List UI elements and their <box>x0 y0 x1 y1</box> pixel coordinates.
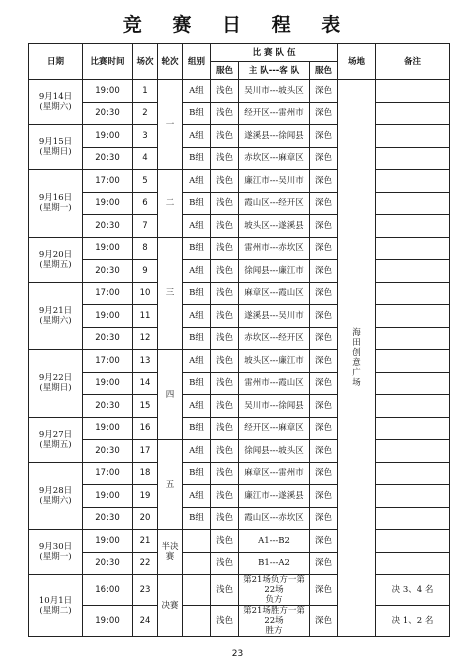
time-cell: 19:00 <box>83 80 133 103</box>
teams-cell: 麻章区---雷州市 <box>239 462 310 485</box>
remarks-cell <box>376 485 450 508</box>
remarks-cell <box>376 372 450 395</box>
home-color-cell: 浅色 <box>211 237 239 260</box>
remarks-cell <box>376 462 450 485</box>
group-cell <box>183 606 211 637</box>
header-away-color: 服色 <box>310 62 338 80</box>
match-cell: 21 <box>133 530 158 553</box>
group-cell: B组 <box>183 237 211 260</box>
remarks-cell <box>376 530 450 553</box>
group-cell: A组 <box>183 170 211 193</box>
home-color-cell: 浅色 <box>211 395 239 418</box>
away-color-cell: 深色 <box>310 372 338 395</box>
table-row <box>29 507 450 530</box>
table-row <box>29 530 450 553</box>
time-cell: 19:00 <box>83 372 133 395</box>
match-cell: 7 <box>133 215 158 238</box>
away-color-cell: 深色 <box>310 440 338 463</box>
remarks-cell <box>376 440 450 463</box>
header-teams: 比 赛 队 伍 <box>211 44 338 62</box>
group-cell: A组 <box>183 260 211 283</box>
header-remarks: 备注 <box>376 44 450 80</box>
round-cell: 半决 赛 <box>158 530 183 575</box>
teams-cell: 麻章区---霞山区 <box>239 282 310 305</box>
home-color-cell: 浅色 <box>211 485 239 508</box>
remarks-cell <box>376 147 450 170</box>
teams-cell: 赤坎区---麻章区 <box>239 147 310 170</box>
header-match: 场次 <box>133 44 158 80</box>
home-color-cell: 浅色 <box>211 282 239 305</box>
header-venue: 场地 <box>338 44 376 80</box>
time-cell: 17:00 <box>83 350 133 373</box>
teams-cell: 遂溪县---吴川市 <box>239 305 310 328</box>
home-color-cell: 浅色 <box>211 372 239 395</box>
away-color-cell: 深色 <box>310 327 338 350</box>
away-color-cell: 深色 <box>310 485 338 508</box>
home-color-cell: 浅色 <box>211 507 239 530</box>
remarks-cell <box>376 260 450 283</box>
home-color-cell: 浅色 <box>211 215 239 238</box>
match-cell: 1 <box>133 80 158 103</box>
away-color-cell: 深色 <box>310 462 338 485</box>
away-color-cell: 深色 <box>310 417 338 440</box>
table-row <box>29 327 450 350</box>
date-cell: 9月28日 (星期六) <box>29 462 83 530</box>
time-cell: 19:00 <box>83 192 133 215</box>
table-row <box>29 305 450 328</box>
match-cell: 4 <box>133 147 158 170</box>
away-color-cell: 深色 <box>310 260 338 283</box>
teams-cell: 遂溪县---徐闻县 <box>239 125 310 148</box>
group-cell: B组 <box>183 327 211 350</box>
time-cell: 17:00 <box>83 170 133 193</box>
teams-cell: 徐闻县---廉江市 <box>239 260 310 283</box>
table-row <box>29 417 450 440</box>
home-color-cell: 浅色 <box>211 327 239 350</box>
header-date: 日期 <box>29 44 83 80</box>
round-cell: 决赛 <box>158 575 183 637</box>
page-title: 竞 赛 日 程 表 <box>122 14 353 36</box>
group-cell: A组 <box>183 305 211 328</box>
teams-cell: 经开区---雷州市 <box>239 102 310 125</box>
home-color-cell: 浅色 <box>211 350 239 373</box>
teams-cell: 雷州市---霞山区 <box>239 372 310 395</box>
remarks-cell <box>376 80 450 103</box>
date-cell: 9月20日 (星期五) <box>29 237 83 282</box>
group-cell <box>183 552 211 575</box>
time-cell: 19:00 <box>83 606 133 637</box>
away-color-cell: 深色 <box>310 606 338 637</box>
table-row <box>29 575 450 606</box>
group-cell: B组 <box>183 102 211 125</box>
header-teams-sub: 主 队---客 队 <box>239 62 310 80</box>
match-cell: 24 <box>133 606 158 637</box>
header-home-color: 服色 <box>211 62 239 80</box>
teams-cell: A1---B2 <box>239 530 310 553</box>
table-row <box>29 606 450 637</box>
venue-cell: 海 田 创 意 广 场 <box>338 80 376 637</box>
date-cell: 9月14日 (星期六) <box>29 80 83 125</box>
round-cell: 四 <box>158 350 183 440</box>
home-color-cell: 浅色 <box>211 440 239 463</box>
away-color-cell: 深色 <box>310 575 338 606</box>
group-cell: A组 <box>183 125 211 148</box>
home-color-cell: 浅色 <box>211 170 239 193</box>
date-cell: 9月16日 (星期一) <box>29 170 83 238</box>
away-color-cell: 深色 <box>310 350 338 373</box>
group-cell: B组 <box>183 462 211 485</box>
remarks-cell <box>376 552 450 575</box>
teams-cell: 吴川市---徐闻县 <box>239 395 310 418</box>
table-row <box>29 125 450 148</box>
match-cell: 23 <box>133 575 158 606</box>
match-cell: 3 <box>133 125 158 148</box>
group-cell: B组 <box>183 282 211 305</box>
match-cell: 6 <box>133 192 158 215</box>
date-cell: 9月22日 (星期日) <box>29 350 83 418</box>
group-cell: A组 <box>183 350 211 373</box>
table-row <box>29 260 450 283</box>
table-row <box>29 552 450 575</box>
match-cell: 9 <box>133 260 158 283</box>
group-cell: B组 <box>183 417 211 440</box>
away-color-cell: 深色 <box>310 237 338 260</box>
match-cell: 10 <box>133 282 158 305</box>
group-cell: B组 <box>183 192 211 215</box>
table-row <box>29 192 450 215</box>
home-color-cell: 浅色 <box>211 606 239 637</box>
remarks-cell <box>376 507 450 530</box>
time-cell: 20:30 <box>83 507 133 530</box>
group-cell: B组 <box>183 372 211 395</box>
teams-cell: 徐闻县---坡头区 <box>239 440 310 463</box>
remarks-cell <box>376 170 450 193</box>
remarks-cell <box>376 282 450 305</box>
home-color-cell: 浅色 <box>211 530 239 553</box>
remarks-cell: 决 1、2 名 <box>376 606 450 637</box>
table-row <box>29 147 450 170</box>
away-color-cell: 深色 <box>310 530 338 553</box>
time-cell: 20:30 <box>83 260 133 283</box>
remarks-cell <box>376 395 450 418</box>
time-cell: 19:00 <box>83 530 133 553</box>
page-number: 23 <box>231 649 244 659</box>
teams-cell: B1---A2 <box>239 552 310 575</box>
away-color-cell: 深色 <box>310 192 338 215</box>
round-cell: 五 <box>158 440 183 530</box>
header-round: 轮次 <box>158 44 183 80</box>
group-cell: B组 <box>183 507 211 530</box>
away-color-cell: 深色 <box>310 102 338 125</box>
time-cell: 20:30 <box>83 395 133 418</box>
table-row <box>29 372 450 395</box>
remarks-cell <box>376 417 450 440</box>
round-cell: 二 <box>158 170 183 238</box>
match-cell: 22 <box>133 552 158 575</box>
away-color-cell: 深色 <box>310 507 338 530</box>
away-color-cell: 深色 <box>310 147 338 170</box>
group-cell <box>183 575 211 606</box>
round-cell: 三 <box>158 237 183 350</box>
date-cell: 9月30日 (星期一) <box>29 530 83 575</box>
table-row <box>29 350 450 373</box>
teams-cell: 第21场胜方一第22场 胜方 <box>239 606 310 637</box>
round-cell: 一 <box>158 80 183 170</box>
home-color-cell: 浅色 <box>211 552 239 575</box>
home-color-cell: 浅色 <box>211 462 239 485</box>
time-cell: 20:30 <box>83 215 133 238</box>
table-row <box>29 237 450 260</box>
remarks-cell <box>376 102 450 125</box>
date-cell: 9月15日 (星期日) <box>29 125 83 170</box>
teams-cell: 霞山区---赤坎区 <box>239 507 310 530</box>
date-cell: 9月21日 (星期六) <box>29 282 83 350</box>
match-cell: 16 <box>133 417 158 440</box>
table-row <box>29 485 450 508</box>
time-cell: 20:30 <box>83 102 133 125</box>
table-row <box>29 102 450 125</box>
home-color-cell: 浅色 <box>211 80 239 103</box>
group-cell: A组 <box>183 80 211 103</box>
match-cell: 15 <box>133 395 158 418</box>
home-color-cell: 浅色 <box>211 575 239 606</box>
remarks-cell <box>376 125 450 148</box>
group-cell: B组 <box>183 147 211 170</box>
match-cell: 12 <box>133 327 158 350</box>
home-color-cell: 浅色 <box>211 260 239 283</box>
remarks-cell <box>376 327 450 350</box>
match-cell: 14 <box>133 372 158 395</box>
match-cell: 11 <box>133 305 158 328</box>
group-cell: A组 <box>183 215 211 238</box>
away-color-cell: 深色 <box>310 282 338 305</box>
table-row <box>29 170 450 193</box>
home-color-cell: 浅色 <box>211 102 239 125</box>
remarks-cell <box>376 305 450 328</box>
time-cell: 20:30 <box>83 327 133 350</box>
match-cell: 5 <box>133 170 158 193</box>
teams-cell: 经开区---麻章区 <box>239 417 310 440</box>
teams-cell: 廉江市---吴川市 <box>239 170 310 193</box>
match-cell: 13 <box>133 350 158 373</box>
table-row <box>29 282 450 305</box>
time-cell: 17:00 <box>83 462 133 485</box>
remarks-cell <box>376 192 450 215</box>
time-cell: 19:00 <box>83 125 133 148</box>
table-row <box>29 215 450 238</box>
home-color-cell: 浅色 <box>211 305 239 328</box>
match-cell: 8 <box>133 237 158 260</box>
remarks-cell <box>376 237 450 260</box>
teams-cell: 赤坎区---经开区 <box>239 327 310 350</box>
remarks-cell <box>376 350 450 373</box>
match-cell: 17 <box>133 440 158 463</box>
away-color-cell: 深色 <box>310 215 338 238</box>
date-cell: 10月1日 (星期二) <box>29 575 83 637</box>
home-color-cell: 浅色 <box>211 147 239 170</box>
teams-cell: 坡头区---遂溪县 <box>239 215 310 238</box>
away-color-cell: 深色 <box>310 80 338 103</box>
table-row <box>29 440 450 463</box>
remarks-cell: 决 3、4 名 <box>376 575 450 606</box>
match-cell: 20 <box>133 507 158 530</box>
schedule-table <box>28 43 450 637</box>
teams-cell: 廉江市---遂溪县 <box>239 485 310 508</box>
remarks-cell <box>376 215 450 238</box>
time-cell: 20:30 <box>83 147 133 170</box>
away-color-cell: 深色 <box>310 125 338 148</box>
home-color-cell: 浅色 <box>211 417 239 440</box>
table-row <box>29 80 450 103</box>
home-color-cell: 浅色 <box>211 125 239 148</box>
group-cell: A组 <box>183 395 211 418</box>
table-row <box>29 462 450 485</box>
match-cell: 19 <box>133 485 158 508</box>
away-color-cell: 深色 <box>310 170 338 193</box>
time-cell: 17:00 <box>83 282 133 305</box>
group-cell: A组 <box>183 485 211 508</box>
away-color-cell: 深色 <box>310 305 338 328</box>
time-cell: 19:00 <box>83 417 133 440</box>
teams-cell: 雷州市---赤坎区 <box>239 237 310 260</box>
group-cell <box>183 530 211 553</box>
teams-cell: 吴川市---坡头区 <box>239 80 310 103</box>
home-color-cell: 浅色 <box>211 192 239 215</box>
time-cell: 20:30 <box>83 440 133 463</box>
match-cell: 2 <box>133 102 158 125</box>
time-cell: 19:00 <box>83 485 133 508</box>
time-cell: 19:00 <box>83 305 133 328</box>
time-cell: 20:30 <box>83 552 133 575</box>
time-cell: 16:00 <box>83 575 133 606</box>
group-cell: A组 <box>183 440 211 463</box>
away-color-cell: 深色 <box>310 395 338 418</box>
header-time: 比赛时间 <box>83 44 133 80</box>
teams-cell: 第21场负方一第22场 负方 <box>239 575 310 606</box>
header-group: 组别 <box>183 44 211 80</box>
table-row <box>29 395 450 418</box>
date-cell: 9月27日 (星期五) <box>29 417 83 462</box>
match-cell: 18 <box>133 462 158 485</box>
teams-cell: 坡头区---廉江市 <box>239 350 310 373</box>
time-cell: 19:00 <box>83 237 133 260</box>
away-color-cell: 深色 <box>310 552 338 575</box>
teams-cell: 霞山区---经开区 <box>239 192 310 215</box>
